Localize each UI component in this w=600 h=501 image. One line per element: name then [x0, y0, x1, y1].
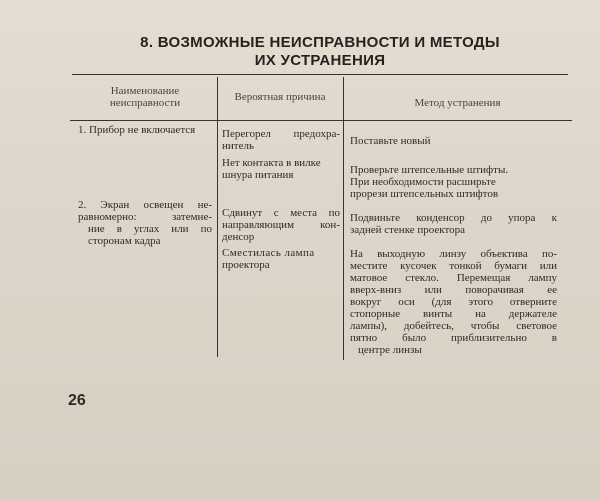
row-2-fault-line-3: ние в углах или по: [88, 223, 212, 235]
header-fault-line-1: Наименование: [110, 85, 180, 97]
row-2-method-1-line-1: Подвиньте конденсор до упора к: [350, 212, 557, 224]
header-cause: Вероятная причина: [234, 91, 326, 103]
row-1-method-2: [350, 164, 565, 200]
row-2-cause-1-line-1: Сдвинут с места по: [222, 207, 340, 219]
table-top-rule: [72, 74, 568, 75]
row-2-cause-1-last: [222, 231, 340, 243]
row-2-cause-2: [222, 247, 340, 271]
row-1-cause-2: [222, 157, 340, 181]
row-1-method-2-line-3: прорези штепсельных штифтов: [350, 188, 499, 200]
section-title-line-1: 8. ВОЗМОЖНЫЕ НЕИСПРАВНОСТИ И МЕТОДЫ: [140, 34, 500, 51]
row-2-cause-2-line-1: Сместилась лампа: [222, 247, 315, 259]
row-2-cause-1: [222, 207, 340, 231]
table-header-rule: [70, 120, 572, 121]
row-2-method-2-line-6: стопорные винты на держателе: [350, 308, 557, 320]
section-title: [120, 34, 520, 70]
row-2-fault-line-4: сторонам кадра: [88, 235, 161, 247]
row-1-fault-line-1: 1. Прибор не включается: [78, 124, 196, 136]
row-2-method-2-line-9: центре линзы: [358, 344, 422, 356]
row-2-fault-last: [88, 235, 212, 247]
row-2-method-2-line-1: На выходную линзу объектива по-: [350, 248, 557, 260]
row-2-method-2: [350, 248, 557, 344]
row-2-cause-2-line-2: проектора: [222, 259, 270, 271]
row-2-fault-line-2: равномерно: затемне-: [78, 211, 212, 223]
row-1-method-2-line-1: Проверьте штепсельные штифты.: [350, 164, 509, 176]
row-2-method-1: [350, 212, 557, 224]
header-fault: [76, 85, 214, 109]
row-1-cause-1-line-2-wrap: [222, 140, 340, 152]
row-2-fault-line-1: 2. Экран освещен не-: [78, 199, 212, 211]
header-method: Метод устранения: [414, 97, 501, 109]
header-fault-line-2: неисправности: [109, 97, 181, 109]
row-1-cause-2-line-2: шнура питания: [222, 169, 294, 181]
row-2-method-2-line-5: вокруг оси (для этого отверните: [350, 296, 557, 308]
row-1-cause-1-line-2: нитель: [222, 140, 254, 152]
row-2-fault: [78, 199, 212, 235]
page-number: 26: [68, 392, 86, 409]
row-2-method-2-line-4: вверх-вниз или поворачивая ее: [350, 284, 557, 296]
row-2-method-1-last: [350, 224, 565, 236]
row-1-cause-1: [222, 128, 340, 140]
row-1-method-1: [350, 135, 565, 147]
row-1-method-2-line-2: При необходимости расширьте: [350, 176, 496, 188]
row-1-method-1-line-1: Поставьте новый: [350, 135, 431, 147]
column-divider-2: [343, 77, 344, 360]
row-2-method-2-line-3: матовое стекло. Перемещая лампу: [350, 272, 557, 284]
row-2-method-2-line-2: местите кусочек тонкой бумаги или: [350, 260, 557, 272]
row-2-cause-1-line-2: направляющим кон-: [222, 219, 340, 231]
section-title-line-2: ИХ УСТРАНЕНИЯ: [254, 52, 386, 69]
row-2-method-1-line-2: задней стенке проектора: [350, 224, 466, 236]
row-2-cause-1-line-3: денсор: [222, 231, 255, 243]
row-1-fault: [78, 124, 218, 136]
row-2-method-2-line-8: пятно было приблизительно в: [350, 332, 557, 344]
row-1-cause-2-line-1: Нет контакта в вилке: [222, 157, 321, 169]
column-divider-1: [217, 77, 218, 357]
row-2-method-2-last: [350, 344, 565, 356]
row-2-method-2-line-7: лампы), добейтесь, чтобы световое: [350, 320, 557, 332]
row-1-cause-1-line-1: Перегорел предохра-: [222, 128, 340, 140]
